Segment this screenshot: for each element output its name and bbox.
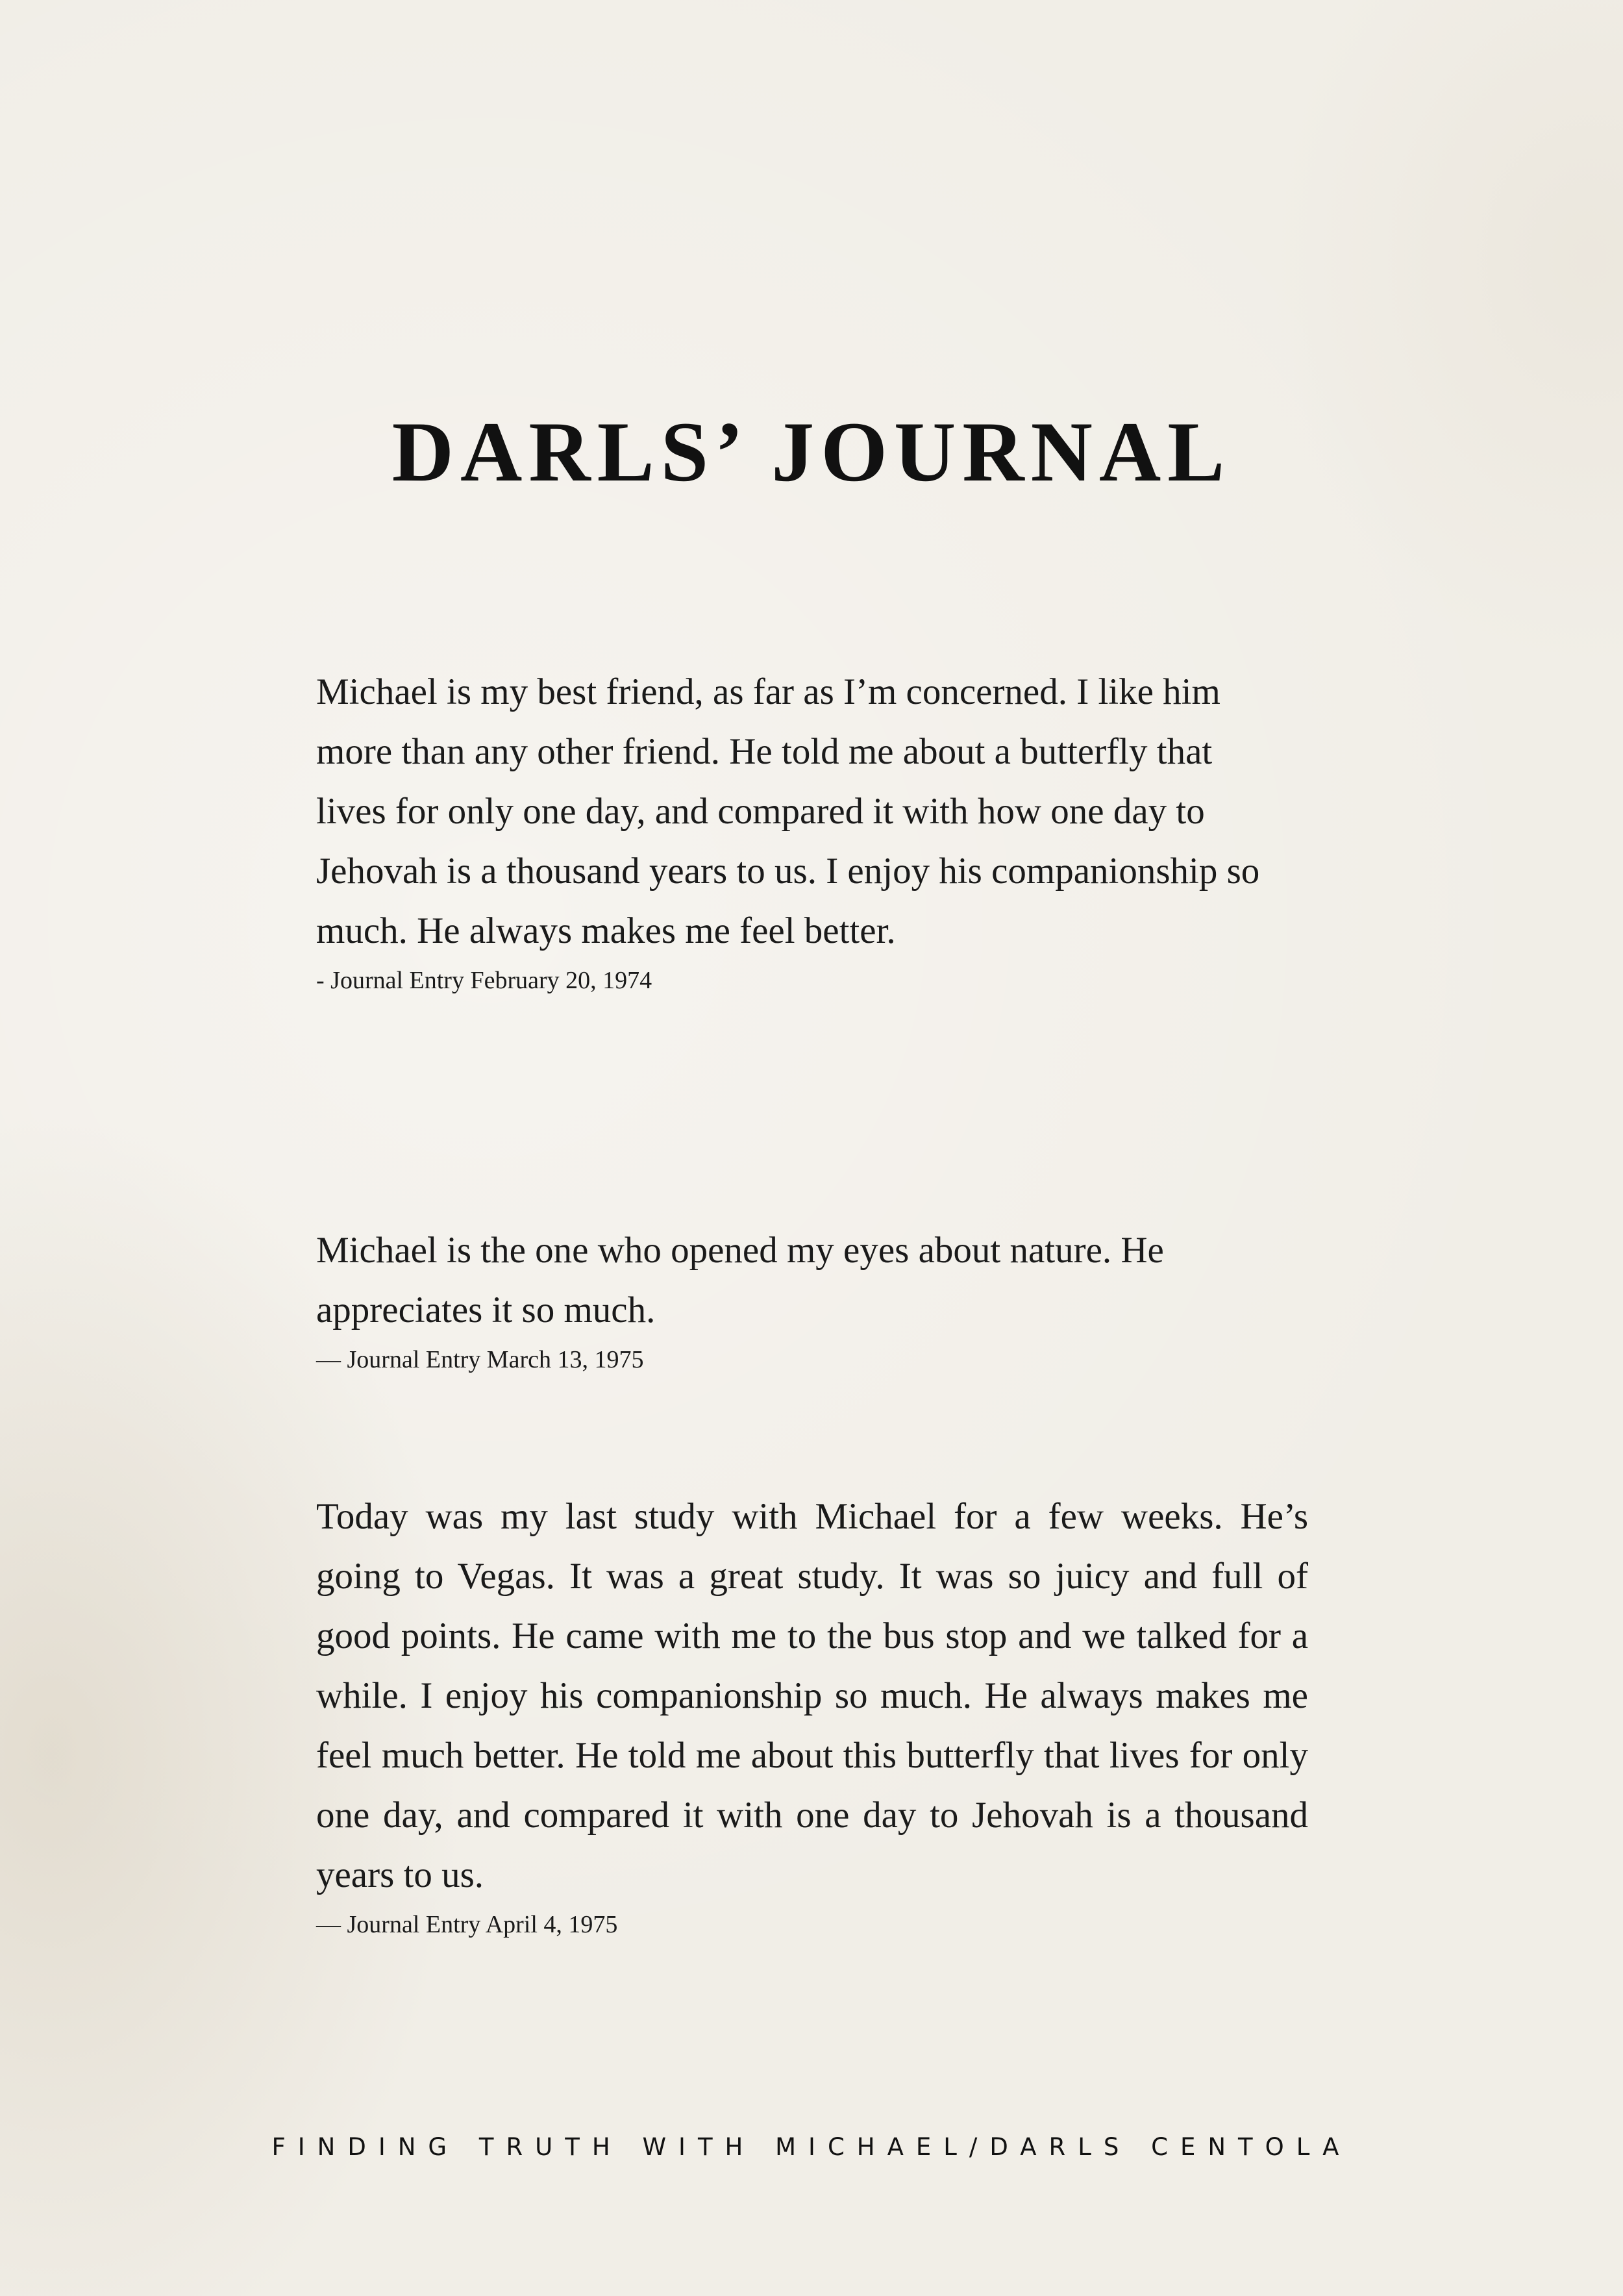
- page-title: DARLS’ JOURNAL: [391, 404, 1232, 499]
- page-footer: FINDING TRUTH WITH MICHAEL/DARLS CENTOLA: [271, 2133, 1352, 2161]
- journal-entry: [316, 1487, 1308, 1940]
- journal-entry: [316, 1221, 1308, 1375]
- entry-text: Michael is my best friend, as far as I’m concerned. I like him more than any other friend. He told me about a butterfly that lives for only one day, and compared it with how one day to Jehovah is a thousand years to us. I enjoy his companionship so much. He always makes me feel better.: [316, 671, 1260, 951]
- entry-date: — Journal Entry April 4, 1975: [316, 1911, 618, 1938]
- entry-date: - Journal Entry February 20, 1974: [316, 967, 652, 994]
- entry-text: Michael is the one who opened my eyes about nature. He appreciates it so much.: [316, 1230, 1164, 1330]
- entry-text: Today was my last study with Michael for a few weeks. He’s going to Vegas. It was a great study. It was so juicy and full of good points. He came with me to the bus stop and we talked for a while. I enjoy his companionship so much. He always makes me feel much better. He told me about this butterfly that lives for only one day, and compared it with one day to Jehovah is a thousand years to us.: [316, 1496, 1308, 1895]
- entry-date: — Journal Entry March 13, 1975: [316, 1346, 644, 1373]
- journal-entry: [316, 662, 1308, 996]
